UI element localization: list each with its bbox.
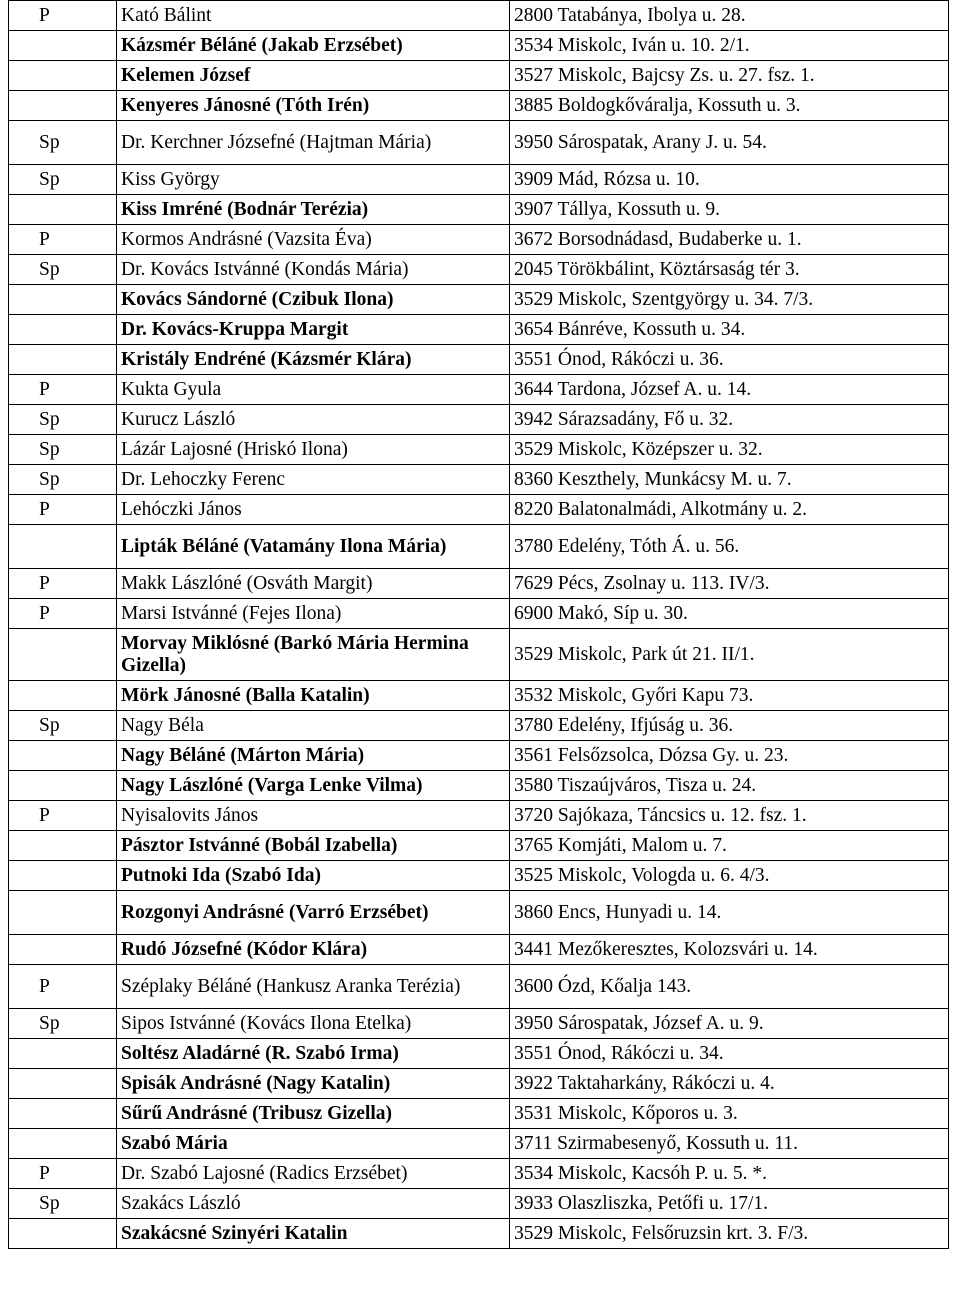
table-row — [9, 569, 949, 599]
status-cell: P — [9, 375, 117, 405]
status-cell — [9, 741, 117, 771]
status-cell: Sp — [9, 1009, 117, 1039]
address-cell: 3942 Sárazsadány, Fő u. 32. — [510, 405, 949, 435]
address-cell: 3711 Szirmabesenyő, Kossuth u. 11. — [510, 1129, 949, 1159]
table-row — [9, 435, 949, 465]
status-cell — [9, 831, 117, 861]
table-row — [9, 599, 949, 629]
table-row — [9, 1129, 949, 1159]
name-cell: Mörk Jánosné (Balla Katalin) — [117, 681, 510, 711]
address-cell: 8360 Keszthely, Munkácsy M. u. 7. — [510, 465, 949, 495]
status-cell: P — [9, 599, 117, 629]
address-cell: 3529 Miskolc, Szentgyörgy u. 34. 7/3. — [510, 285, 949, 315]
name-cell: Spisák Andrásné (Nagy Katalin) — [117, 1069, 510, 1099]
table-row — [9, 711, 949, 741]
table-row — [9, 1189, 949, 1219]
name-cell: Kelemen József — [117, 61, 510, 91]
name-cell: Dr. Kovács-Kruppa Margit — [117, 315, 510, 345]
status-cell — [9, 285, 117, 315]
address-cell: 6900 Makó, Síp u. 30. — [510, 599, 949, 629]
name-cell: Soltész Aladárné (R. Szabó Irma) — [117, 1039, 510, 1069]
table-row — [9, 965, 949, 1009]
table-row — [9, 861, 949, 891]
table-row — [9, 31, 949, 61]
status-cell — [9, 1219, 117, 1249]
table-row — [9, 525, 949, 569]
table-row — [9, 741, 949, 771]
address-cell: 3441 Mezőkeresztes, Kolozsvári u. 14. — [510, 935, 949, 965]
status-cell — [9, 891, 117, 935]
address-cell: 3534 Miskolc, Kacsóh P. u. 5. *. — [510, 1159, 949, 1189]
address-cell: 3561 Felsőzsolca, Dózsa Gy. u. 23. — [510, 741, 949, 771]
name-cell: Makk Lászlóné (Osváth Margit) — [117, 569, 510, 599]
table-row — [9, 891, 949, 935]
name-cell: Kenyeres Jánosné (Tóth Irén) — [117, 91, 510, 121]
status-cell: P — [9, 569, 117, 599]
name-cell: Kiss Imréné (Bodnár Terézia) — [117, 195, 510, 225]
table-row — [9, 405, 949, 435]
address-cell: 3885 Boldogkőváralja, Kossuth u. 3. — [510, 91, 949, 121]
name-cell: Lehóczki János — [117, 495, 510, 525]
name-cell: Sűrű Andrásné (Tribusz Gizella) — [117, 1099, 510, 1129]
status-cell: P — [9, 1159, 117, 1189]
address-cell: 3529 Miskolc, Park út 21. II/1. — [510, 629, 949, 681]
address-cell: 3765 Komjáti, Malom u. 7. — [510, 831, 949, 861]
table-row — [9, 285, 949, 315]
name-cell: Pásztor Istvánné (Bobál Izabella) — [117, 831, 510, 861]
status-cell — [9, 1039, 117, 1069]
status-cell — [9, 61, 117, 91]
name-cell: Kovács Sándorné (Czibuk Ilona) — [117, 285, 510, 315]
table-row — [9, 165, 949, 195]
table-row — [9, 1009, 949, 1039]
table-row — [9, 1069, 949, 1099]
status-cell: Sp — [9, 121, 117, 165]
address-cell: 2800 Tatabánya, Ibolya u. 28. — [510, 1, 949, 31]
address-cell: 3551 Ónod, Rákóczi u. 36. — [510, 345, 949, 375]
status-cell: P — [9, 225, 117, 255]
address-cell: 3644 Tardona, József A. u. 14. — [510, 375, 949, 405]
name-cell: Dr. Kovács Istvánné (Kondás Mária) — [117, 255, 510, 285]
status-cell — [9, 315, 117, 345]
status-cell — [9, 681, 117, 711]
member-list-page — [8, 0, 958, 1249]
address-cell: 3551 Ónod, Rákóczi u. 34. — [510, 1039, 949, 1069]
name-cell: Morvay Miklósné (Barkó Mária Hermina Gizella) — [117, 629, 510, 681]
status-cell — [9, 195, 117, 225]
table-row — [9, 375, 949, 405]
name-cell: Marsi Istvánné (Fejes Ilona) — [117, 599, 510, 629]
table-row — [9, 1099, 949, 1129]
table-row — [9, 345, 949, 375]
name-cell: Kurucz László — [117, 405, 510, 435]
status-cell: P — [9, 965, 117, 1009]
status-cell — [9, 771, 117, 801]
status-cell — [9, 345, 117, 375]
table-row — [9, 465, 949, 495]
table-row — [9, 831, 949, 861]
name-cell: Szakács László — [117, 1189, 510, 1219]
table-row — [9, 195, 949, 225]
name-cell: Lipták Béláné (Vatamány Ilona Mária) — [117, 525, 510, 569]
table-row — [9, 225, 949, 255]
table-row — [9, 255, 949, 285]
address-cell: 3532 Miskolc, Győri Kapu 73. — [510, 681, 949, 711]
address-cell: 3907 Tállya, Kossuth u. 9. — [510, 195, 949, 225]
address-cell: 3780 Edelény, Tóth Á. u. 56. — [510, 525, 949, 569]
name-cell: Dr. Kerchner Józsefné (Hajtman Mária) — [117, 121, 510, 165]
status-cell — [9, 1069, 117, 1099]
name-cell: Nyisalovits János — [117, 801, 510, 831]
status-cell — [9, 91, 117, 121]
name-cell: Kiss György — [117, 165, 510, 195]
table-row — [9, 1, 949, 31]
name-cell: Kató Bálint — [117, 1, 510, 31]
address-cell: 3922 Taktaharkány, Rákóczi u. 4. — [510, 1069, 949, 1099]
member-table-body — [9, 1, 949, 1249]
status-cell: Sp — [9, 405, 117, 435]
address-cell: 3933 Olaszliszka, Petőfi u. 17/1. — [510, 1189, 949, 1219]
status-cell — [9, 525, 117, 569]
address-cell: 3672 Borsodnádasd, Budaberke u. 1. — [510, 225, 949, 255]
status-cell — [9, 1129, 117, 1159]
status-cell: Sp — [9, 165, 117, 195]
status-cell: P — [9, 801, 117, 831]
name-cell: Nagy Béláné (Márton Mária) — [117, 741, 510, 771]
table-row — [9, 1219, 949, 1249]
status-cell — [9, 861, 117, 891]
status-cell: P — [9, 495, 117, 525]
status-cell — [9, 1099, 117, 1129]
status-cell — [9, 31, 117, 61]
status-cell: Sp — [9, 465, 117, 495]
table-row — [9, 495, 949, 525]
name-cell: Kázsmér Béláné (Jakab Erzsébet) — [117, 31, 510, 61]
address-cell: 2045 Törökbálint, Köztársaság tér 3. — [510, 255, 949, 285]
table-row — [9, 935, 949, 965]
table-row — [9, 1159, 949, 1189]
status-cell: Sp — [9, 1189, 117, 1219]
name-cell: Putnoki Ida (Szabó Ida) — [117, 861, 510, 891]
member-table — [8, 0, 949, 1249]
name-cell: Dr. Szabó Lajosné (Radics Erzsébet) — [117, 1159, 510, 1189]
address-cell: 3860 Encs, Hunyadi u. 14. — [510, 891, 949, 935]
status-cell: Sp — [9, 435, 117, 465]
table-row — [9, 771, 949, 801]
address-cell: 3529 Miskolc, Felsőruzsin krt. 3. F/3. — [510, 1219, 949, 1249]
table-row — [9, 801, 949, 831]
status-cell — [9, 629, 117, 681]
name-cell: Sipos Istvánné (Kovács Ilona Etelka) — [117, 1009, 510, 1039]
name-cell: Kukta Gyula — [117, 375, 510, 405]
address-cell: 3525 Miskolc, Vologda u. 6. 4/3. — [510, 861, 949, 891]
status-cell — [9, 935, 117, 965]
name-cell: Kormos Andrásné (Vazsita Éva) — [117, 225, 510, 255]
name-cell: Rozgonyi Andrásné (Varró Erzsébet) — [117, 891, 510, 935]
name-cell: Nagy Lászlóné (Varga Lenke Vilma) — [117, 771, 510, 801]
address-cell: 7629 Pécs, Zsolnay u. 113. IV/3. — [510, 569, 949, 599]
table-row — [9, 91, 949, 121]
address-cell: 3531 Miskolc, Kőporos u. 3. — [510, 1099, 949, 1129]
name-cell: Lázár Lajosné (Hriskó Ilona) — [117, 435, 510, 465]
status-cell: Sp — [9, 255, 117, 285]
table-row — [9, 681, 949, 711]
table-row — [9, 629, 949, 681]
address-cell: 3950 Sárospatak, Arany J. u. 54. — [510, 121, 949, 165]
address-cell: 3600 Ózd, Kőalja 143. — [510, 965, 949, 1009]
address-cell: 8220 Balatonalmádi, Alkotmány u. 2. — [510, 495, 949, 525]
table-row — [9, 1039, 949, 1069]
status-cell: P — [9, 1, 117, 31]
name-cell: Rudó Józsefné (Kódor Klára) — [117, 935, 510, 965]
name-cell: Kristály Endréné (Kázsmér Klára) — [117, 345, 510, 375]
address-cell: 3534 Miskolc, Iván u. 10. 2/1. — [510, 31, 949, 61]
name-cell: Szabó Mária — [117, 1129, 510, 1159]
table-row — [9, 61, 949, 91]
address-cell: 3909 Mád, Rózsa u. 10. — [510, 165, 949, 195]
name-cell: Széplaky Béláné (Hankusz Aranka Terézia) — [117, 965, 510, 1009]
address-cell: 3720 Sajókaza, Táncsics u. 12. fsz. 1. — [510, 801, 949, 831]
address-cell: 3529 Miskolc, Középszer u. 32. — [510, 435, 949, 465]
name-cell: Dr. Lehoczky Ferenc — [117, 465, 510, 495]
address-cell: 3780 Edelény, Ifjúság u. 36. — [510, 711, 949, 741]
table-row — [9, 121, 949, 165]
address-cell: 3580 Tiszaújváros, Tisza u. 24. — [510, 771, 949, 801]
name-cell: Nagy Béla — [117, 711, 510, 741]
table-row — [9, 315, 949, 345]
address-cell: 3527 Miskolc, Bajcsy Zs. u. 27. fsz. 1. — [510, 61, 949, 91]
name-cell: Szakácsné Szinyéri Katalin — [117, 1219, 510, 1249]
status-cell: Sp — [9, 711, 117, 741]
address-cell: 3950 Sárospatak, József A. u. 9. — [510, 1009, 949, 1039]
address-cell: 3654 Bánréve, Kossuth u. 34. — [510, 315, 949, 345]
